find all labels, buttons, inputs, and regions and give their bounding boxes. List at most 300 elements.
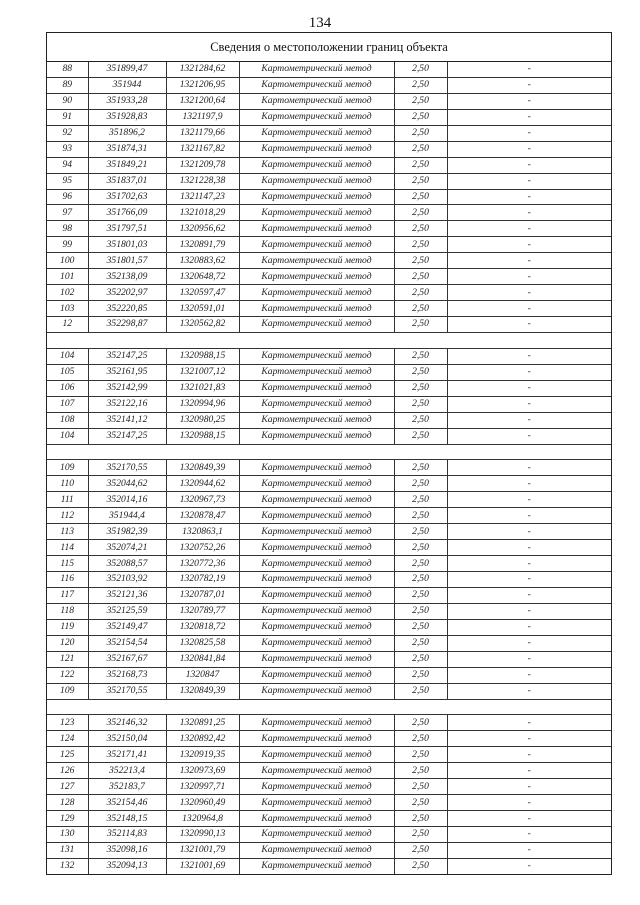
method-cell: Картометрический метод — [239, 731, 394, 747]
coordinate-x-cell: 352148,15 — [88, 811, 166, 827]
coordinate-y-cell: 1320980,25 — [166, 412, 239, 428]
table-row — [47, 221, 611, 237]
description-cell: - — [447, 253, 611, 269]
precision-cell: 2,50 — [394, 667, 447, 683]
precision-cell: 2,50 — [394, 635, 447, 651]
table-row — [47, 157, 611, 173]
point-number-cell: 120 — [47, 635, 88, 651]
method-cell: Картометрический метод — [239, 285, 394, 301]
coordinate-x-cell: 352014,16 — [88, 492, 166, 508]
description-cell: - — [447, 635, 611, 651]
method-cell: Картометрический метод — [239, 93, 394, 109]
table-row — [47, 556, 611, 572]
coordinate-x-cell: 351849,21 — [88, 157, 166, 173]
group-separator-cell — [47, 332, 611, 348]
coordinate-y-cell: 1320919,35 — [166, 747, 239, 763]
coordinate-y-cell: 1320892,42 — [166, 731, 239, 747]
point-number-cell: 104 — [47, 348, 88, 364]
method-cell: Картометрический метод — [239, 364, 394, 380]
method-cell: Картометрический метод — [239, 157, 394, 173]
precision-cell: 2,50 — [394, 301, 447, 317]
precision-cell: 2,50 — [394, 205, 447, 221]
point-number-cell: 109 — [47, 683, 88, 699]
table-row — [47, 301, 611, 317]
group-separator — [47, 699, 611, 715]
precision-cell: 2,50 — [394, 396, 447, 412]
point-number-cell: 105 — [47, 364, 88, 380]
point-number-cell: 93 — [47, 141, 88, 157]
coordinate-x-cell: 352168,73 — [88, 667, 166, 683]
coordinate-y-cell: 1320891,79 — [166, 237, 239, 253]
table-row — [47, 428, 611, 444]
point-number-cell: 127 — [47, 779, 88, 795]
description-cell: - — [447, 221, 611, 237]
point-number-cell: 95 — [47, 173, 88, 189]
coordinate-y-cell: 1320825,58 — [166, 635, 239, 651]
method-cell: Картометрический метод — [239, 269, 394, 285]
table-row — [47, 412, 611, 428]
coordinate-y-cell: 1320849,39 — [166, 683, 239, 699]
coordinate-x-cell: 352088,57 — [88, 556, 166, 572]
coordinate-x-cell: 352220,85 — [88, 301, 166, 317]
precision-cell: 2,50 — [394, 285, 447, 301]
precision-cell: 2,50 — [394, 587, 447, 603]
coordinate-y-cell: 1321001,69 — [166, 858, 239, 873]
description-cell: - — [447, 364, 611, 380]
coordinate-x-cell: 352170,55 — [88, 460, 166, 476]
precision-cell: 2,50 — [394, 125, 447, 141]
description-cell: - — [447, 827, 611, 843]
description-cell: - — [447, 556, 611, 572]
table-row — [47, 811, 611, 827]
precision-cell: 2,50 — [394, 93, 447, 109]
coordinate-y-cell: 1320863,1 — [166, 524, 239, 540]
coordinate-x-cell: 351702,63 — [88, 189, 166, 205]
method-cell: Картометрический метод — [239, 811, 394, 827]
precision-cell: 2,50 — [394, 412, 447, 428]
table-row — [47, 62, 611, 77]
description-cell: - — [447, 141, 611, 157]
description-cell: - — [447, 62, 611, 77]
coordinate-x-cell: 352044,62 — [88, 476, 166, 492]
method-cell: Картометрический метод — [239, 827, 394, 843]
description-cell: - — [447, 508, 611, 524]
coordinate-x-cell: 352202,97 — [88, 285, 166, 301]
method-cell: Картометрический метод — [239, 603, 394, 619]
description-cell: - — [447, 540, 611, 556]
method-cell: Картометрический метод — [239, 587, 394, 603]
coordinate-y-cell: 1321001,79 — [166, 842, 239, 858]
point-number-cell: 92 — [47, 125, 88, 141]
coordinate-x-cell: 352147,25 — [88, 428, 166, 444]
table-row — [47, 619, 611, 635]
method-cell: Картометрический метод — [239, 412, 394, 428]
coordinate-x-cell: 351896,2 — [88, 125, 166, 141]
precision-cell: 2,50 — [394, 731, 447, 747]
coordinate-x-cell: 351933,28 — [88, 93, 166, 109]
coordinate-y-cell: 1320988,15 — [166, 348, 239, 364]
table-row — [47, 651, 611, 667]
description-cell: - — [447, 125, 611, 141]
table-row — [47, 667, 611, 683]
point-number-cell: 122 — [47, 667, 88, 683]
table-row — [47, 747, 611, 763]
table-row — [47, 842, 611, 858]
precision-cell: 2,50 — [394, 619, 447, 635]
coordinate-x-cell: 352098,16 — [88, 842, 166, 858]
description-cell: - — [447, 858, 611, 873]
coordinate-y-cell: 1320967,73 — [166, 492, 239, 508]
boundary-sheet — [46, 32, 612, 875]
point-number-cell: 113 — [47, 524, 88, 540]
point-number-cell: 129 — [47, 811, 88, 827]
point-number-cell: 108 — [47, 412, 88, 428]
method-cell: Картометрический метод — [239, 205, 394, 221]
description-cell: - — [447, 460, 611, 476]
method-cell: Картометрический метод — [239, 651, 394, 667]
coordinate-y-cell: 1320752,26 — [166, 540, 239, 556]
group-separator-cell — [47, 699, 611, 715]
coordinate-y-cell: 1320988,15 — [166, 428, 239, 444]
coordinate-x-cell: 352154,54 — [88, 635, 166, 651]
description-cell: - — [447, 587, 611, 603]
description-cell: - — [447, 285, 611, 301]
table-row — [47, 795, 611, 811]
page-number: 134 — [308, 15, 332, 31]
coordinate-x-cell: 352183,7 — [88, 779, 166, 795]
coordinate-x-cell: 352138,09 — [88, 269, 166, 285]
precision-cell: 2,50 — [394, 141, 447, 157]
table-row — [47, 476, 611, 492]
method-cell: Картометрический метод — [239, 572, 394, 588]
coordinate-y-cell: 1320562,82 — [166, 317, 239, 333]
precision-cell: 2,50 — [394, 651, 447, 667]
point-number-cell: 91 — [47, 109, 88, 125]
precision-cell: 2,50 — [394, 109, 447, 125]
table-row — [47, 603, 611, 619]
coordinate-y-cell: 1320772,36 — [166, 556, 239, 572]
table-row — [47, 540, 611, 556]
description-cell: - — [447, 109, 611, 125]
description-cell: - — [447, 348, 611, 364]
point-number-cell: 110 — [47, 476, 88, 492]
precision-cell: 2,50 — [394, 77, 447, 93]
description-cell: - — [447, 412, 611, 428]
precision-cell: 2,50 — [394, 348, 447, 364]
coordinate-y-cell: 1321167,82 — [166, 141, 239, 157]
precision-cell: 2,50 — [394, 62, 447, 77]
point-number-cell: 103 — [47, 301, 88, 317]
group-separator — [47, 332, 611, 348]
point-number-cell: 118 — [47, 603, 88, 619]
coordinate-x-cell: 352121,36 — [88, 587, 166, 603]
description-cell: - — [447, 476, 611, 492]
table-row — [47, 524, 611, 540]
precision-cell: 2,50 — [394, 603, 447, 619]
precision-cell: 2,50 — [394, 269, 447, 285]
coordinates-table — [47, 62, 611, 874]
table-row — [47, 93, 611, 109]
coordinate-y-cell: 1321228,38 — [166, 173, 239, 189]
description-cell: - — [447, 795, 611, 811]
coordinate-x-cell: 352170,55 — [88, 683, 166, 699]
method-cell: Картометрический метод — [239, 747, 394, 763]
coordinate-y-cell: 1321147,23 — [166, 189, 239, 205]
coordinate-x-cell: 351874,31 — [88, 141, 166, 157]
method-cell: Картометрический метод — [239, 715, 394, 731]
group-separator-cell — [47, 444, 611, 460]
method-cell: Картометрический метод — [239, 396, 394, 412]
precision-cell: 2,50 — [394, 221, 447, 237]
table-row — [47, 635, 611, 651]
method-cell: Картометрический метод — [239, 380, 394, 396]
method-cell: Картометрический метод — [239, 635, 394, 651]
point-number-cell: 126 — [47, 763, 88, 779]
table-row — [47, 396, 611, 412]
point-number-cell: 101 — [47, 269, 88, 285]
method-cell: Картометрический метод — [239, 221, 394, 237]
coordinate-y-cell: 1320944,62 — [166, 476, 239, 492]
description-cell: - — [447, 524, 611, 540]
description-cell: - — [447, 811, 611, 827]
precision-cell: 2,50 — [394, 827, 447, 843]
coordinate-y-cell: 1321197,9 — [166, 109, 239, 125]
table-row — [47, 109, 611, 125]
method-cell: Картометрический метод — [239, 125, 394, 141]
point-number-cell: 88 — [47, 62, 88, 77]
coordinates-table-body — [47, 62, 611, 874]
description-cell: - — [447, 651, 611, 667]
coordinate-x-cell: 351801,03 — [88, 237, 166, 253]
coordinate-x-cell: 352122,16 — [88, 396, 166, 412]
description-cell: - — [447, 731, 611, 747]
method-cell: Картометрический метод — [239, 253, 394, 269]
coordinate-x-cell: 351982,39 — [88, 524, 166, 540]
description-cell: - — [447, 396, 611, 412]
table-row — [47, 269, 611, 285]
table-row — [47, 189, 611, 205]
coordinate-y-cell: 1320883,62 — [166, 253, 239, 269]
precision-cell: 2,50 — [394, 779, 447, 795]
coordinate-x-cell: 352142,99 — [88, 380, 166, 396]
point-number-cell: 104 — [47, 428, 88, 444]
point-number-cell: 124 — [47, 731, 88, 747]
coordinate-y-cell: 1321179,66 — [166, 125, 239, 141]
table-row — [47, 173, 611, 189]
coordinate-x-cell: 352150,04 — [88, 731, 166, 747]
description-cell: - — [447, 747, 611, 763]
table-row — [47, 285, 611, 301]
description-cell: - — [447, 269, 611, 285]
coordinate-y-cell: 1320789,77 — [166, 603, 239, 619]
table-row — [47, 683, 611, 699]
point-number-cell: 90 — [47, 93, 88, 109]
coordinate-x-cell: 352094,13 — [88, 858, 166, 873]
precision-cell: 2,50 — [394, 715, 447, 731]
description-cell: - — [447, 317, 611, 333]
precision-cell: 2,50 — [394, 524, 447, 540]
method-cell: Картометрический метод — [239, 460, 394, 476]
coordinate-x-cell: 351797,51 — [88, 221, 166, 237]
coordinate-y-cell: 1320956,62 — [166, 221, 239, 237]
precision-cell: 2,50 — [394, 540, 447, 556]
precision-cell: 2,50 — [394, 556, 447, 572]
table-row — [47, 763, 611, 779]
precision-cell: 2,50 — [394, 572, 447, 588]
point-number-cell: 94 — [47, 157, 88, 173]
coordinate-y-cell: 1320597,47 — [166, 285, 239, 301]
method-cell: Картометрический метод — [239, 428, 394, 444]
point-number-cell: 128 — [47, 795, 88, 811]
method-cell: Картометрический метод — [239, 540, 394, 556]
coordinate-x-cell: 351928,83 — [88, 109, 166, 125]
method-cell: Картометрический метод — [239, 619, 394, 635]
precision-cell: 2,50 — [394, 508, 447, 524]
coordinate-y-cell: 1321284,62 — [166, 62, 239, 77]
point-number-cell: 107 — [47, 396, 88, 412]
method-cell: Картометрический метод — [239, 348, 394, 364]
point-number-cell: 89 — [47, 77, 88, 93]
table-row — [47, 364, 611, 380]
coordinate-y-cell: 1320960,49 — [166, 795, 239, 811]
precision-cell: 2,50 — [394, 189, 447, 205]
point-number-cell: 97 — [47, 205, 88, 221]
coordinate-y-cell: 1321018,29 — [166, 205, 239, 221]
method-cell: Картометрический метод — [239, 795, 394, 811]
coordinate-y-cell: 1320818,72 — [166, 619, 239, 635]
method-cell: Картометрический метод — [239, 524, 394, 540]
method-cell: Картометрический метод — [239, 141, 394, 157]
point-number-cell: 132 — [47, 858, 88, 873]
method-cell: Картометрический метод — [239, 476, 394, 492]
table-row — [47, 572, 611, 588]
description-cell: - — [447, 301, 611, 317]
table-row — [47, 587, 611, 603]
point-number-cell: 125 — [47, 747, 88, 763]
method-cell: Картометрический метод — [239, 683, 394, 699]
method-cell: Картометрический метод — [239, 763, 394, 779]
precision-cell: 2,50 — [394, 842, 447, 858]
point-number-cell: 121 — [47, 651, 88, 667]
description-cell: - — [447, 492, 611, 508]
precision-cell: 2,50 — [394, 476, 447, 492]
coordinate-y-cell: 1320841,84 — [166, 651, 239, 667]
precision-cell: 2,50 — [394, 795, 447, 811]
description-cell: - — [447, 93, 611, 109]
description-cell: - — [447, 77, 611, 93]
coordinate-x-cell: 352146,32 — [88, 715, 166, 731]
coordinate-y-cell: 1320990,13 — [166, 827, 239, 843]
description-cell: - — [447, 715, 611, 731]
coordinate-y-cell: 1320973,69 — [166, 763, 239, 779]
method-cell: Картометрический метод — [239, 842, 394, 858]
point-number-cell: 109 — [47, 460, 88, 476]
coordinate-x-cell: 351801,57 — [88, 253, 166, 269]
description-cell: - — [447, 842, 611, 858]
point-number-cell: 99 — [47, 237, 88, 253]
point-number-cell: 123 — [47, 715, 88, 731]
point-number-cell: 102 — [47, 285, 88, 301]
precision-cell: 2,50 — [394, 253, 447, 269]
table-row — [47, 237, 611, 253]
precision-cell: 2,50 — [394, 317, 447, 333]
description-cell: - — [447, 572, 611, 588]
method-cell: Картометрический метод — [239, 858, 394, 873]
coordinate-y-cell: 1320847 — [166, 667, 239, 683]
coordinate-y-cell: 1321209,78 — [166, 157, 239, 173]
coordinate-y-cell: 1321021,83 — [166, 380, 239, 396]
coordinate-x-cell: 352103,92 — [88, 572, 166, 588]
description-cell: - — [447, 603, 611, 619]
table-row — [47, 715, 611, 731]
point-number-cell: 116 — [47, 572, 88, 588]
point-number-cell: 106 — [47, 380, 88, 396]
description-cell: - — [447, 619, 611, 635]
precision-cell: 2,50 — [394, 364, 447, 380]
table-row — [47, 317, 611, 333]
coordinate-x-cell: 351766,09 — [88, 205, 166, 221]
method-cell: Картометрический метод — [239, 173, 394, 189]
coordinate-y-cell: 1320782,19 — [166, 572, 239, 588]
point-number-cell: 130 — [47, 827, 88, 843]
coordinate-x-cell: 351837,01 — [88, 173, 166, 189]
coordinate-x-cell: 352147,25 — [88, 348, 166, 364]
table-row — [47, 380, 611, 396]
table-row — [47, 508, 611, 524]
table-row — [47, 858, 611, 873]
method-cell: Картометрический метод — [239, 492, 394, 508]
table-row — [47, 348, 611, 364]
description-cell: - — [447, 667, 611, 683]
group-separator — [47, 444, 611, 460]
table-row — [47, 141, 611, 157]
method-cell: Картометрический метод — [239, 77, 394, 93]
precision-cell: 2,50 — [394, 683, 447, 699]
table-row — [47, 77, 611, 93]
coordinate-y-cell: 1321007,12 — [166, 364, 239, 380]
table-row — [47, 460, 611, 476]
method-cell: Картометрический метод — [239, 301, 394, 317]
coordinate-y-cell: 1320878,47 — [166, 508, 239, 524]
coordinate-x-cell: 351944 — [88, 77, 166, 93]
coordinate-y-cell: 1320787,01 — [166, 587, 239, 603]
point-number-cell: 96 — [47, 189, 88, 205]
coordinate-x-cell: 352125,59 — [88, 603, 166, 619]
description-cell: - — [447, 173, 611, 189]
table-row — [47, 125, 611, 141]
method-cell: Картометрический метод — [239, 667, 394, 683]
coordinate-x-cell: 352141,12 — [88, 412, 166, 428]
coordinate-x-cell: 352161,95 — [88, 364, 166, 380]
table-row — [47, 731, 611, 747]
coordinate-y-cell: 1320997,71 — [166, 779, 239, 795]
precision-cell: 2,50 — [394, 811, 447, 827]
description-cell: - — [447, 205, 611, 221]
sheet-title: Сведения о местоположении границ объекта — [47, 33, 611, 62]
coordinate-y-cell: 1320591,01 — [166, 301, 239, 317]
precision-cell: 2,50 — [394, 747, 447, 763]
point-number-cell: 111 — [47, 492, 88, 508]
coordinate-x-cell: 351944,4 — [88, 508, 166, 524]
coordinate-y-cell: 1320994,96 — [166, 396, 239, 412]
precision-cell: 2,50 — [394, 492, 447, 508]
precision-cell: 2,50 — [394, 157, 447, 173]
method-cell: Картометрический метод — [239, 109, 394, 125]
table-row — [47, 253, 611, 269]
precision-cell: 2,50 — [394, 460, 447, 476]
point-number-cell: 100 — [47, 253, 88, 269]
coordinate-x-cell: 352154,46 — [88, 795, 166, 811]
